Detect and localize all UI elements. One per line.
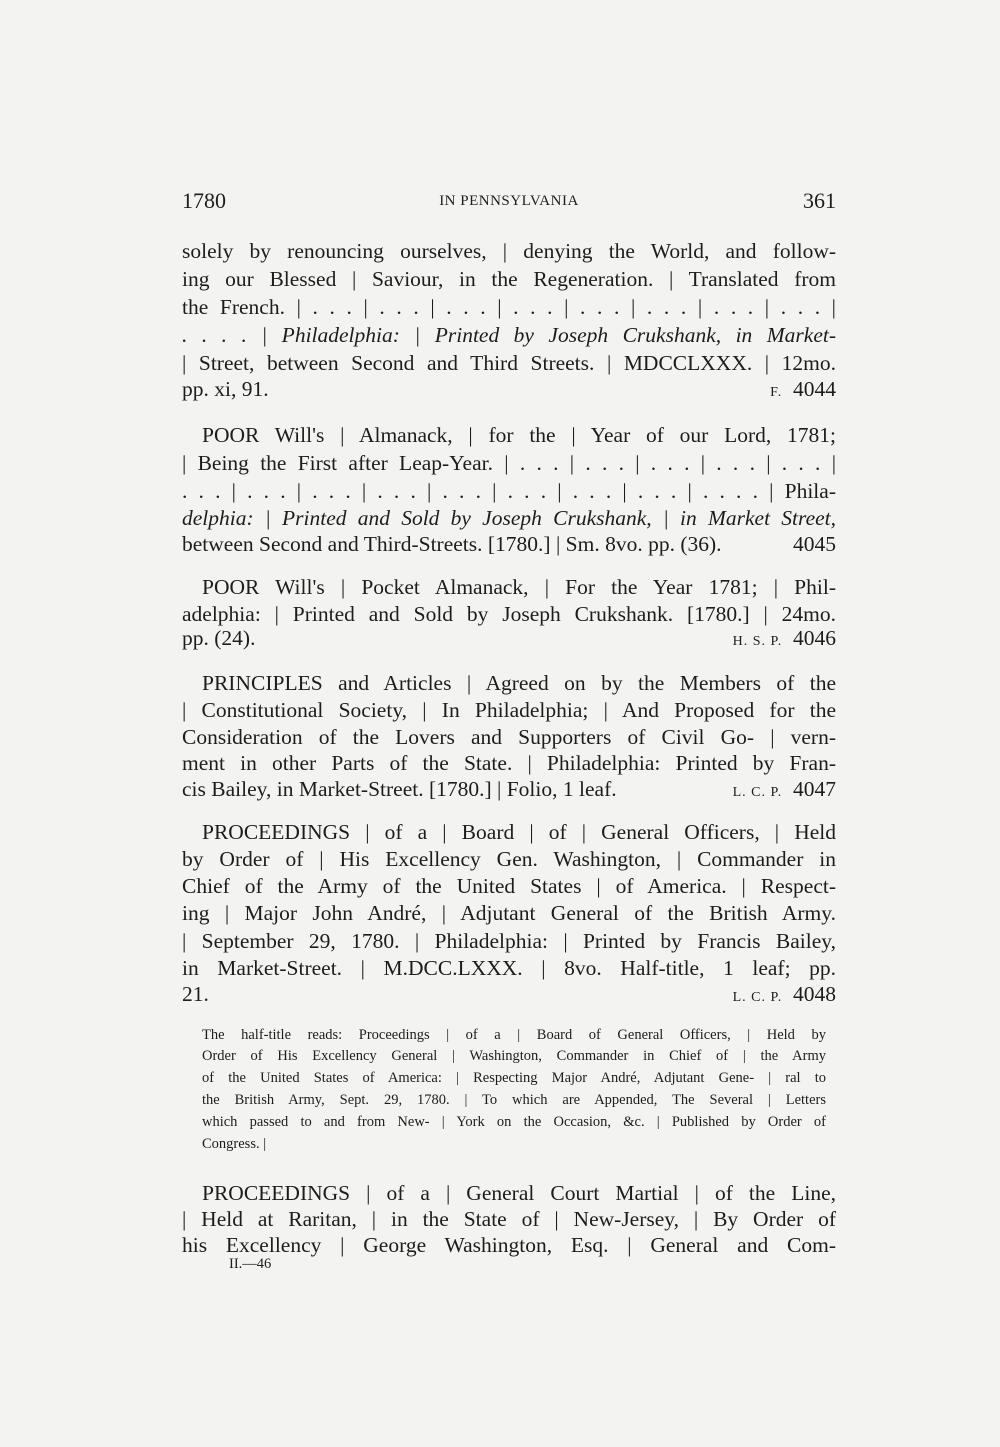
entry-line: | September 29, 1780. | Philadelphia: | Printed by Francis Bailey, (182, 929, 836, 953)
signature-mark: II.—46 (229, 1256, 272, 1272)
entry-line: | Being the First after Leap-Year. | . . . | . . . | . . . | . . . | . . . | (182, 451, 836, 475)
note-line: of the United States of America: | Respecting Major André, Adjutant Gene- | ral to (202, 1070, 826, 1086)
entry-reference (733, 776, 836, 806)
entry-line: his Excellency | George Washington, Esq. | General and Com- (182, 1233, 836, 1257)
running-title: IN PENNSYLVANIA (439, 193, 579, 209)
entry-line: ing our Blessed | Saviour, in the Regeneration. | Translated from (182, 267, 836, 291)
entry-text: pp. xi, 91. (182, 377, 269, 401)
entry-line: PROCEEDINGS | of a | General Court Martial | of the Line, (202, 1181, 836, 1205)
entry-final-line (182, 625, 836, 652)
entry-final-line (182, 776, 836, 803)
entry-line: | Constitutional Society, | In Philadelphia; | And Proposed for the (182, 698, 836, 722)
entry-line: the French. | . . . | . . . | . . . | . . . | . . . | . . . | . . . | . . . | (182, 295, 836, 319)
entry-line: | Street, between Second and Third Streets. | MDCCLXXX. | 12mo. (182, 351, 836, 375)
page-number: 361 (803, 188, 836, 213)
entry-location: L. C. P. (732, 785, 783, 800)
entry-line: Chief of the Army of the United States | of America. | Respect- (182, 874, 836, 898)
entry-line: ing | Major John André, | Adjutant General of the British Army. (182, 901, 836, 925)
entry-line: POOR Will's | Almanack, | for the | Year of our Lord, 1781; (202, 423, 836, 447)
entry-line: in Market-Street. | M.DCC.LXXX. | 8vo. Half-title, 1 leaf; pp. (182, 956, 836, 980)
entry-number: 4046 (793, 626, 836, 650)
note-line: which passed to and from New- | York on the Occasion, &c. | Published by Order of (202, 1114, 826, 1130)
entry-line: | Held at Raritan, | in the State of | New-Jersey, | By Order of (182, 1207, 836, 1231)
entry-location: F. (770, 385, 783, 400)
entry-reference (733, 625, 836, 655)
entry-line: delphia: | Printed and Sold by Joseph Crukshank, | in Market Street, (182, 506, 836, 530)
entry-number: 4045 (793, 532, 836, 556)
entry-line: Consideration of the Lovers and Supporters of Civil Go- | vern- (182, 725, 836, 749)
entry-text: pp. (24). (182, 626, 256, 650)
entry-text: 21. (182, 982, 209, 1006)
header-year: 1780 (182, 188, 226, 213)
note-line: Order of His Excellency General | Washington, Commander in Chief of | the Army (202, 1048, 826, 1064)
entry-number: 4048 (793, 982, 836, 1006)
entry-final-line (182, 531, 836, 558)
entry-line: solely by renouncing ourselves, | denying the World, and follow- (182, 239, 836, 263)
entry-final-line (182, 376, 836, 403)
entry-number: 4044 (793, 377, 836, 401)
note-line: Congress. | (202, 1136, 267, 1152)
entry-location: L. C. P. (732, 990, 783, 1005)
entry-final-line (182, 981, 836, 1008)
entry-line: by Order of | His Excellency Gen. Washington, | Commander in (182, 847, 836, 871)
entry-line: PROCEEDINGS | of a | Board | of | General Officers, | Held (202, 820, 836, 844)
entry-line: adelphia: | Printed and Sold by Joseph Crukshank. [1780.] | 24mo. (182, 602, 836, 626)
entry-location: H. S. P. (732, 634, 783, 649)
entry-line: . . . | . . . | . . . | . . . | . . . | . . . | . . . | . . . | . . . . | Phila- (182, 479, 836, 503)
note-line: the British Army, Sept. 29, 1780. | To which are Appended, The Several | Letters (202, 1092, 826, 1108)
entry-text: cis Bailey, in Market-Street. [1780.] | Folio, 1 leaf. (182, 777, 617, 801)
page-header (182, 188, 836, 218)
entry-number: 4047 (793, 777, 836, 801)
entry-line: PRINCIPLES and Articles | Agreed on by the Members of the (202, 671, 836, 695)
entry-line: POOR Will's | Pocket Almanack, | For the Year 1781; | Phil- (202, 575, 836, 599)
note-line: The half-title reads: Proceedings | of a | Board of General Officers, | Held by (202, 1027, 826, 1043)
entry-line: . . . . | Philadelphia: | Printed by Joseph Crukshank, in Market- (182, 323, 836, 347)
entry-reference (733, 981, 836, 1011)
entry-text: between Second and Third-Streets. [1780.] | Sm. 8vo. pp. (36). (182, 532, 722, 556)
entry-reference (770, 376, 836, 406)
entry-line: ment in other Parts of the State. | Philadelphia: Printed by Fran- (182, 751, 836, 775)
